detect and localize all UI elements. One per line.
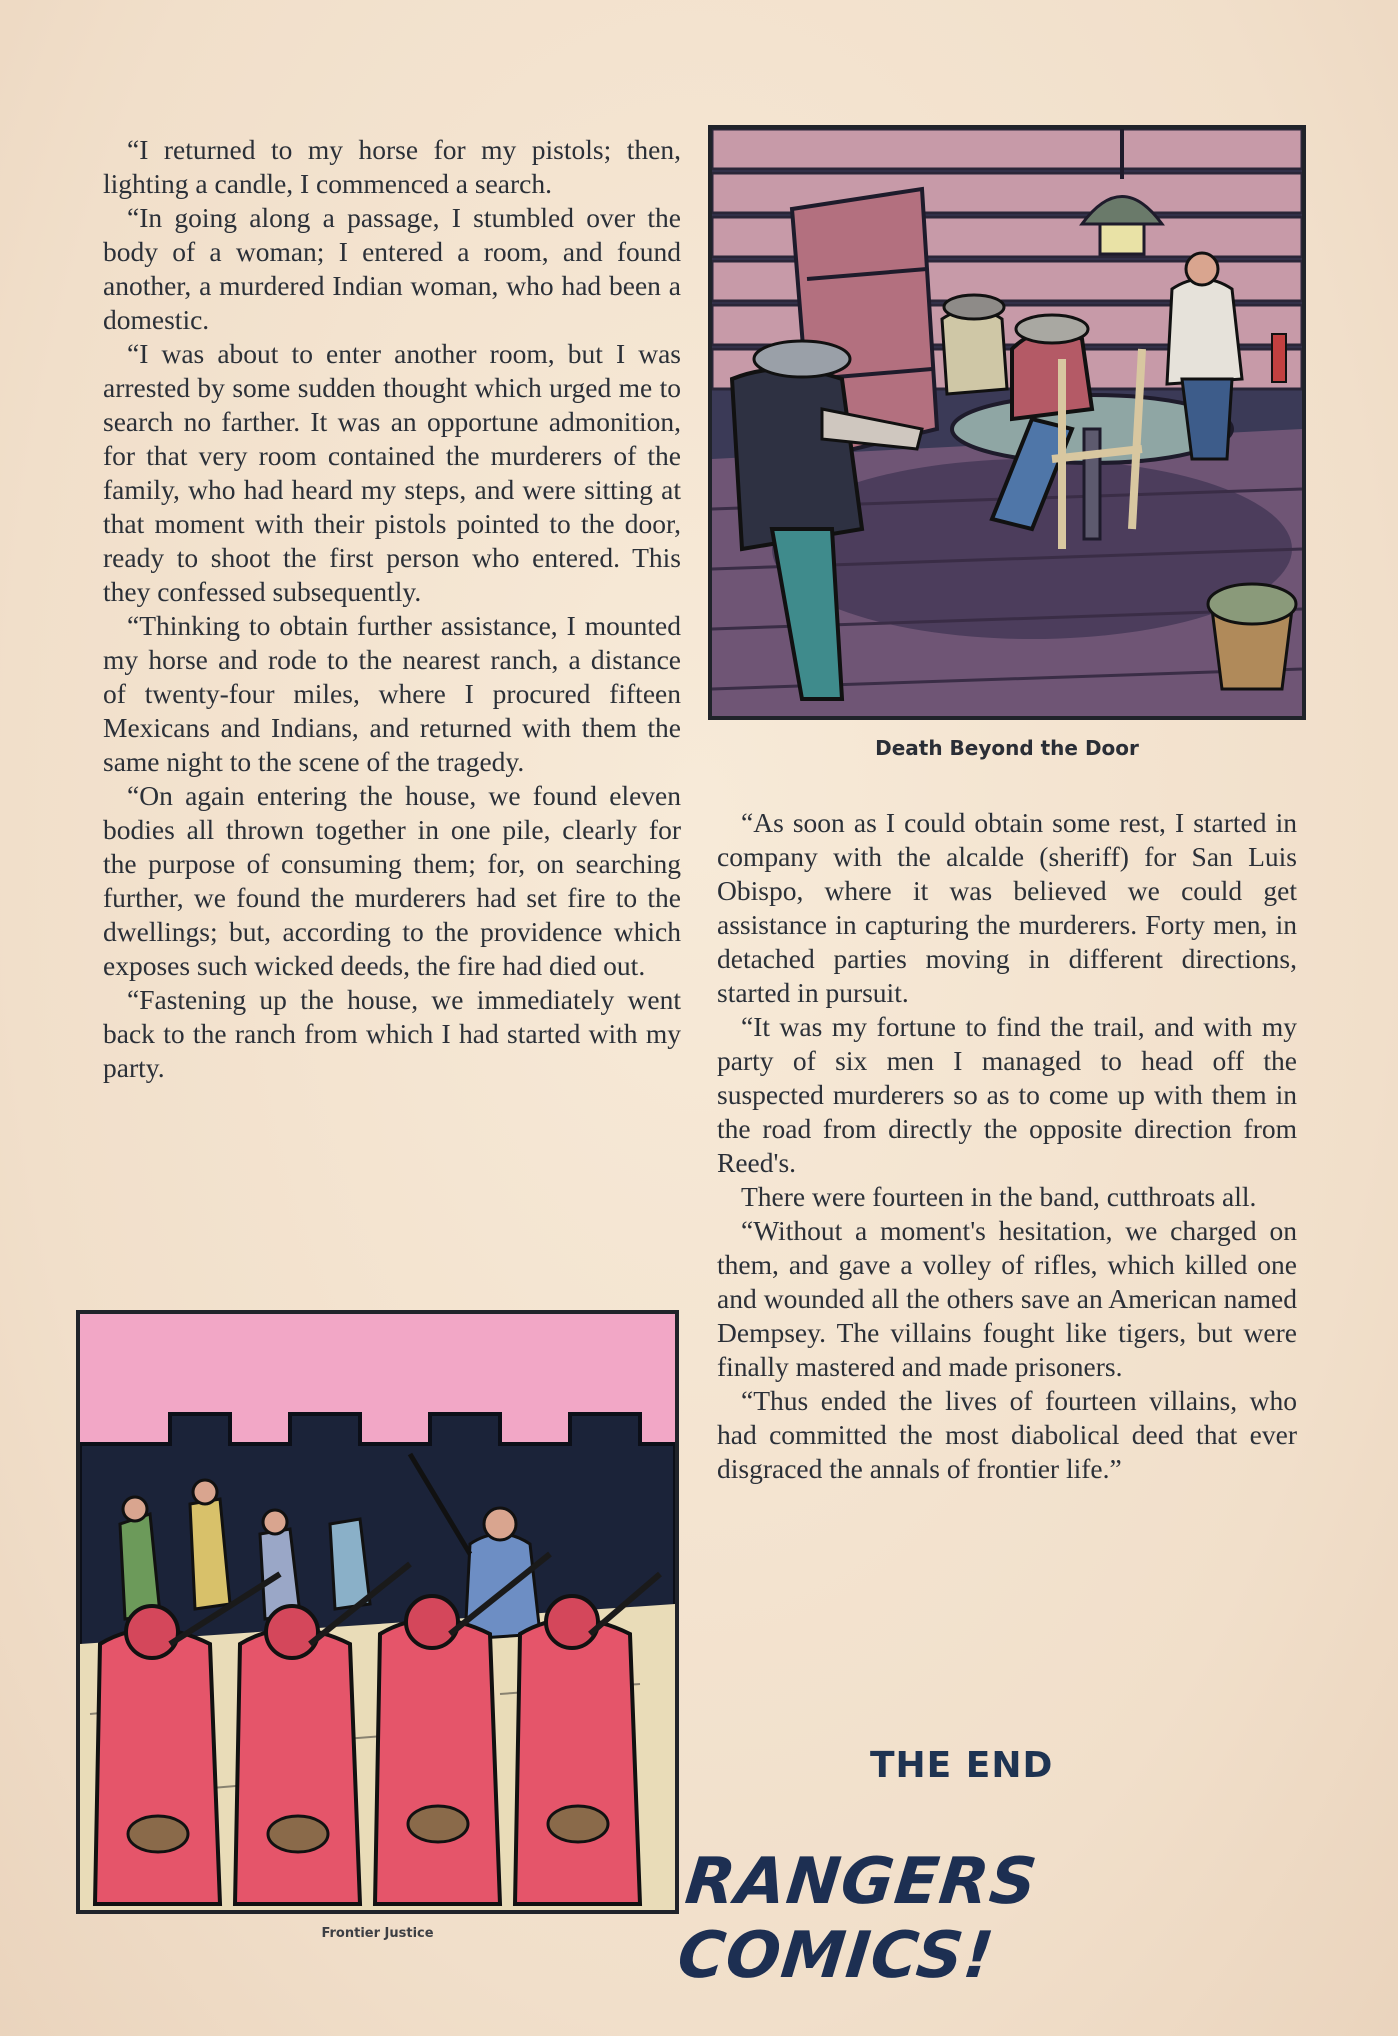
paragraph: There were fourteen in the band, cutthroats all. — [741, 1181, 1257, 1212]
paragraph: “On again entering the house, we found eleven bodies all thrown together in one pile, clearly for the purpose of consuming them; for, on searching further, we found the murderers had set fire to the dwellings; but, according to the providence which exposes such wicked deeds, the fire had died out. — [103, 780, 681, 981]
paragraph: “I was about to enter another room, but I was arrested by some sudden thought which urged me to search no farther. It was an opportune admonition, for that very room contained the murderers of the family, who had heard my steps, and were sitting at that moment with their pistols pointed to the door, ready to shoot the first person who entered. This they confessed subsequently. — [103, 338, 681, 607]
the-end-label: THE END — [870, 1745, 1054, 1786]
paragraph: “As soon as I could obtain some rest, I started in company with the alcalde (sheriff) for San Luis Obispo, where it was believed we could get assistance in capturing the murderers. Forty men, in detached parties moving in different directions, started in pursuit. — [717, 807, 1297, 1008]
paragraph: “It was my fortune to find the trail, and with my party of six men I managed to head off the suspected murderers so as to come up with them in the road from directly the opposite direction from Reed's. — [717, 1011, 1297, 1178]
text-column-right — [717, 806, 1297, 1486]
paragraph: “Thus ended the lives of fourteen villains, who had committed the most diabolical deed that ever disgraced the annals of frontier life.” — [717, 1385, 1297, 1484]
paragraph: “Without a moment's hesitation, we charged on them, and gave a volley of rifles, which killed one and wounded all the others save an American named Dempsey. The villains fought like tigers, but were finally mastered and made prisoners. — [717, 1215, 1297, 1382]
paragraph: “Fastening up the house, we immediately went back to the ranch from which I had started with my party. — [103, 984, 681, 1083]
firing-squad-drawing — [80, 1314, 675, 1910]
paragraph: “In going along a passage, I stumbled over the body of a woman; I entered a room, and found another, a murdered Indian woman, who had been a domestic. — [103, 202, 681, 335]
rangers-comics-ad: RANGERS COMICS! — [674, 1845, 1041, 1993]
illustration-firing-squad — [76, 1310, 679, 1914]
text-column-left — [103, 133, 681, 1085]
saloon-scene-drawing — [712, 129, 1302, 716]
illustration-saloon — [708, 125, 1306, 720]
caption-bottom: Frontier Justice — [321, 1926, 434, 1941]
paragraph: “I returned to my horse for my pistols; then, lighting a candle, I commenced a search. — [103, 134, 681, 199]
paragraph: “Thinking to obtain further assistance, I mounted my horse and rode to the nearest ranch, a distance of twenty-four miles, where I procured fifteen Mexicans and Indians, and returned with them the same night to the scene of the tragedy. — [103, 610, 681, 777]
caption-top: Death Beyond the Door — [875, 736, 1139, 760]
